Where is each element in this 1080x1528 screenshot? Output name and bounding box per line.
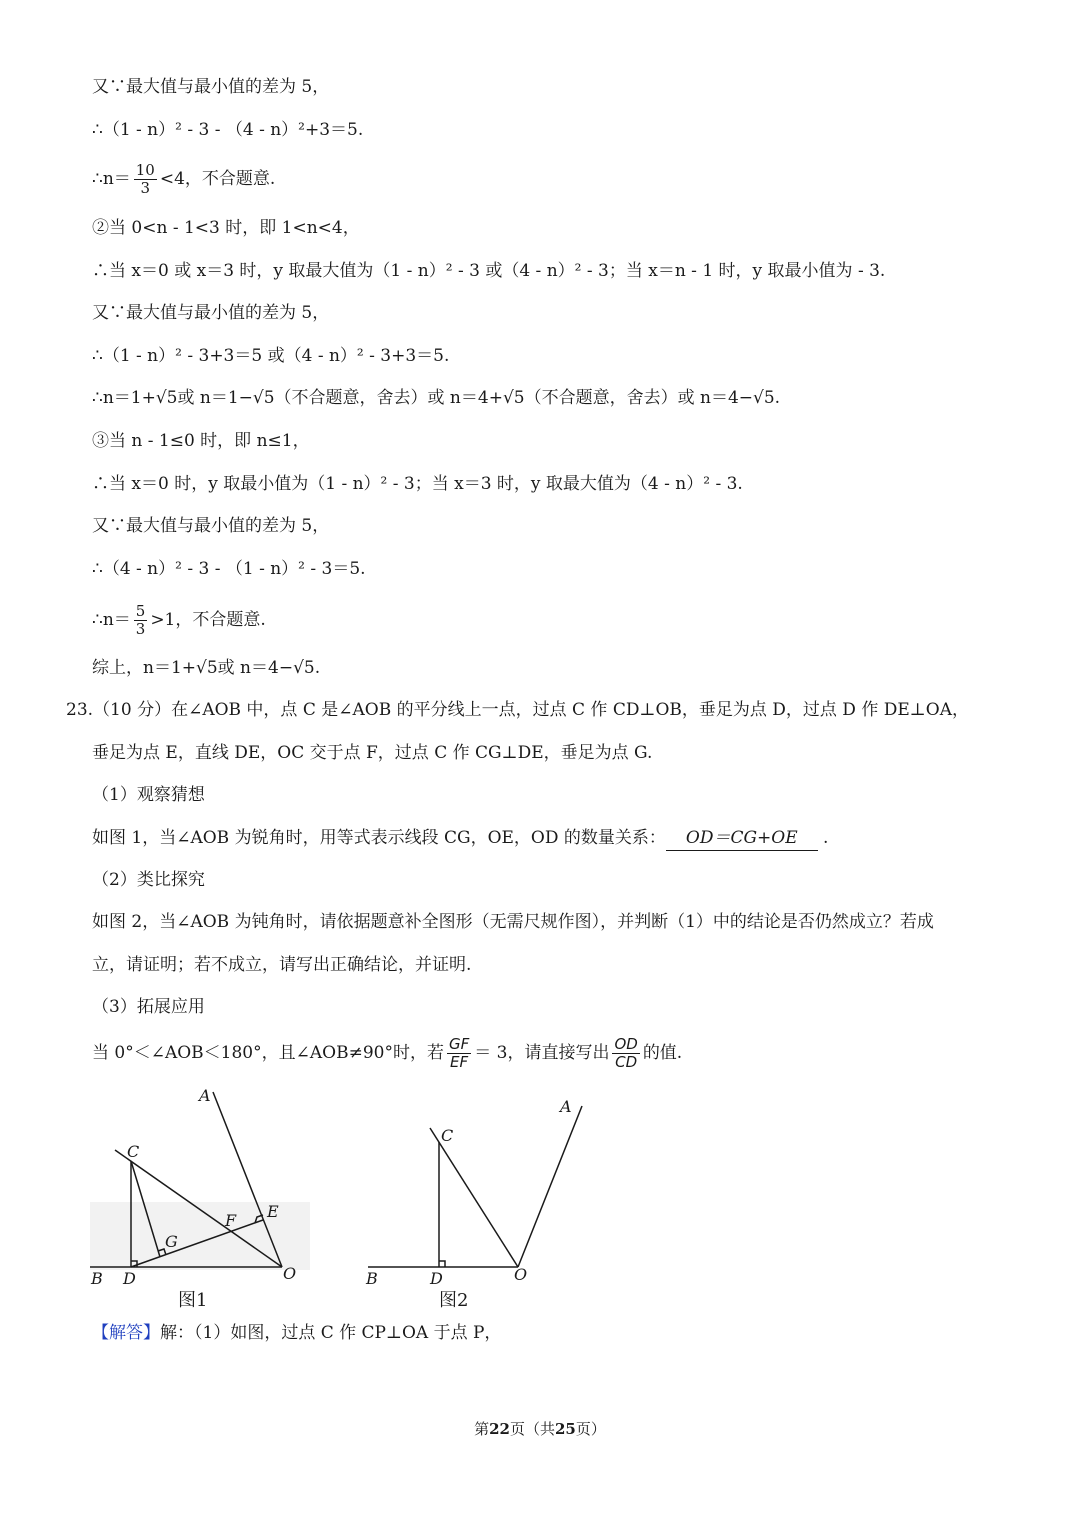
part1-question: 如图 1，当∠AOB 为锐角时，用等式表示线段 CG，OE，OD 的数量关系：	[92, 828, 666, 848]
figure-2	[360, 1082, 590, 1318]
part3-title: （3）拓展应用	[92, 997, 205, 1017]
part1-text	[92, 826, 828, 851]
label-c: C	[127, 1142, 140, 1161]
fraction-od-cd: $\frac{OD}{CD}$	[614, 1035, 638, 1071]
line-5: ∴当 x＝0 或 x＝3 时，y 取最大值为（1 - n）² - 3 或（4 - n）² - 3；当 x＝n - 1 时，y 取最小值为 - 3.	[92, 261, 886, 281]
part2-text-2: 立，请证明；若不成立，请写出正确结论，并证明.	[92, 955, 472, 975]
label-e: E	[267, 1202, 279, 1221]
label-c: C	[441, 1126, 454, 1145]
figure-1	[85, 1082, 315, 1318]
part2-title: （2）类比探究	[92, 870, 205, 890]
label-a: A	[199, 1086, 211, 1105]
part2-text-1: 如图 2，当∠AOB 为钝角时，请依据题意补全图形（无需尺规作图），并判断（1）中的结论是否仍然成立？若成	[92, 912, 934, 932]
line-3-prefix: ∴n＝	[92, 169, 131, 189]
page-footer: 第22页（共25页）	[474, 1420, 606, 1438]
label-f: F	[225, 1211, 237, 1230]
label-o: O	[514, 1265, 528, 1284]
line-2: ∴（1 - n）² - 3 - （4 - n）²+3＝5.	[92, 120, 364, 140]
problem-stem-2: 垂足为点 E，直线 DE，OC 交于点 F，过点 C 作 CG⊥DE，垂足为点 G.	[92, 743, 653, 763]
line-4: ②当 0<n - 1<3 时，即 1<n<4，	[92, 218, 360, 238]
total-pages: 25	[555, 1420, 576, 1438]
right-angle-d	[439, 1261, 445, 1267]
label-d: D	[430, 1269, 443, 1288]
label-o: O	[283, 1264, 297, 1283]
part1-title: （1）观察猜想	[92, 785, 205, 805]
part1-period: .	[823, 828, 829, 848]
line-9: ③当 n - 1≤0 时，即 n≤1，	[92, 431, 310, 451]
line-11: 又∵最大值与最小值的差为 5，	[92, 516, 330, 536]
part3-suffix: 的值.	[642, 1043, 683, 1063]
line-13-suffix: >1，不合题意.	[150, 610, 266, 630]
line-10: ∴当 x＝0 时，y 取最小值为（1 - n）² - 3；当 x＝3 时，y 取最大值为（4 - n）² - 3.	[92, 474, 743, 494]
line-8: ∴n＝1+√5或 n＝1−√5（不合题意，舍去）或 n＝4+√5（不合题意，舍去）或 n＝4−√5.	[92, 388, 781, 408]
part3-prefix: 当 0°＜∠AOB＜180°，且∠AOB≠90°时，若	[92, 1043, 444, 1063]
fraction-10-3: $\frac{10}{3}$	[135, 161, 155, 197]
fraction-5-3: $\frac{5}{3}$	[135, 602, 146, 638]
current-page-number: 22	[489, 1420, 510, 1438]
line-3	[92, 162, 275, 197]
label-g: G	[165, 1232, 178, 1251]
line-13-prefix: ∴n＝	[92, 610, 131, 630]
line-7: ∴（1 - n）² - 3+3＝5 或（4 - n）² - 3+3＝5.	[92, 346, 450, 366]
fraction-gf-ef: $\frac{GF}{EF}$	[448, 1035, 470, 1071]
line-1: 又∵最大值与最小值的差为 5，	[92, 77, 330, 97]
line-3-suffix: <4，不合题意.	[159, 169, 276, 189]
label-d: D	[123, 1269, 136, 1288]
problem-stem-1: 23.（10 分）在∠AOB 中，点 C 是∠AOB 的平分线上一点，过点 C 作 CD⊥OB，垂足为点 D，过点 D 作 DE⊥OA，	[66, 700, 969, 720]
figure-1-caption: 图1	[178, 1290, 208, 1311]
line-14: 综上，n＝1+√5或 n＝4−√5.	[92, 658, 321, 678]
answer-line	[92, 1321, 501, 1345]
line-12: ∴（4 - n）² - 3 - （1 - n）² - 3＝5.	[92, 559, 366, 579]
label-a: A	[560, 1097, 572, 1116]
line-oc	[430, 1128, 518, 1267]
part3-text	[92, 1036, 682, 1071]
answer-tag: 【解答】	[92, 1323, 160, 1343]
ray-oa	[518, 1106, 582, 1267]
label-b: B	[366, 1269, 378, 1288]
line-6: 又∵最大值与最小值的差为 5，	[92, 303, 330, 323]
line-13	[92, 603, 266, 638]
part3-middle: ＝ 3，请直接写出	[474, 1043, 610, 1063]
answer-text: 解：（1）如图，过点 C 作 CP⊥OA 于点 P，	[160, 1323, 502, 1343]
figure-2-caption: 图2	[439, 1290, 469, 1311]
label-b: B	[91, 1269, 103, 1288]
part1-answer-blank: OD＝CG+OE	[666, 826, 818, 851]
